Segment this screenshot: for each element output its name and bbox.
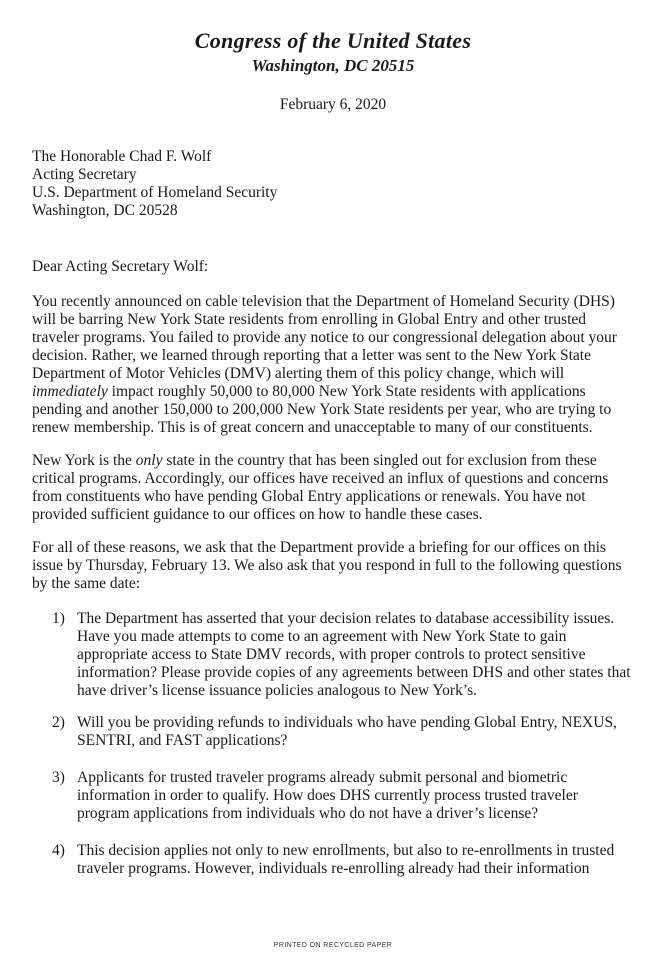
question-number: 1) <box>52 610 65 627</box>
question-item <box>52 610 632 700</box>
recipient-name: The Honorable Chad F. Wolf <box>32 148 212 165</box>
recipient-address <box>32 148 632 220</box>
recycled-paper-footer: PRINTED ON RECYCLED PAPER <box>273 942 393 949</box>
letterhead-title: Congress of the United States <box>194 28 472 53</box>
paragraph-2-text-b: state in the country that has been singled out for exclusion from these critical programs. Accordingly, our offices have received an influx of questions and concerns from constituents who have pending Global Entry applications or renewals. You have not provided sufficient guidance to our offices on how to handle these cases. <box>32 452 609 523</box>
paragraph-2-emphasis: only <box>135 452 163 469</box>
question-text: Applicants for trusted traveler programs already submit personal and biometric information in order to qualify. How does DHS currently process trusted traveler program applications from individuals who do not have a driver’s license? <box>77 769 578 822</box>
question-text: Will you be providing refunds to individuals who have pending Global Entry, NEXUS, SENTRI, and FAST applications? <box>77 714 617 749</box>
question-number: 4) <box>52 842 65 859</box>
question-item <box>52 769 632 823</box>
paragraph-1-text-b: impact roughly 50,000 to 80,000 New York State residents with applications pending and another 150,000 to 200,000 New York State residents per year, who are trying to renew membership. This is of great concern and unacceptable to many of our constituents. <box>32 383 612 436</box>
salutation: Dear Acting Secretary Wolf: <box>32 258 209 275</box>
paragraph-1-text-a: You recently announced on cable television that the Department of Homeland Security (DHS) will be barring New York State residents from enrolling in Global Entry and other trusted traveler programs. You failed to provide any notice to our congressional delegation about your decision. Rather, we learned through reporting that a letter was sent to the New York State Department of Motor Vehicles (DMV) alerting them of this policy change, which will <box>32 293 617 382</box>
recipient-city: Washington, DC 20528 <box>32 202 178 219</box>
paragraph-3: For all of these reasons, we ask that the Department provide a briefing for our offices on this issue by Thursday, February 13. We also ask that you respond in full to the following questions by the same date: <box>32 539 622 592</box>
paragraph-1 <box>32 293 632 437</box>
question-text: The Department has asserted that your decision relates to database accessibility issues. Have you made attempts to come to an agreement with New York State to gain appropriate access to State DMV records, with proper controls to protect sensitive information? Please provide copies of any agreements between DHS and other states that have driver’s license issuance policies analogous to New York’s. <box>77 610 631 699</box>
paragraph-2-text-a: New York is the <box>32 452 136 469</box>
paragraph-2 <box>32 452 632 524</box>
recipient-department: U.S. Department of Homeland Security <box>32 184 278 201</box>
question-item <box>52 842 632 878</box>
question-number: 2) <box>52 714 65 731</box>
question-number: 3) <box>52 769 65 786</box>
recipient-title: Acting Secretary <box>32 166 137 183</box>
paragraph-1-emphasis: immediately <box>32 383 108 400</box>
question-item <box>52 714 632 750</box>
letterhead-address: Washington, DC 20515 <box>251 56 415 75</box>
letter-date: February 6, 2020 <box>279 96 387 113</box>
question-text: This decision applies not only to new enrollments, but also to re-enrollments in trusted traveler programs. However, individuals re-enrolling already had their information <box>77 842 615 877</box>
